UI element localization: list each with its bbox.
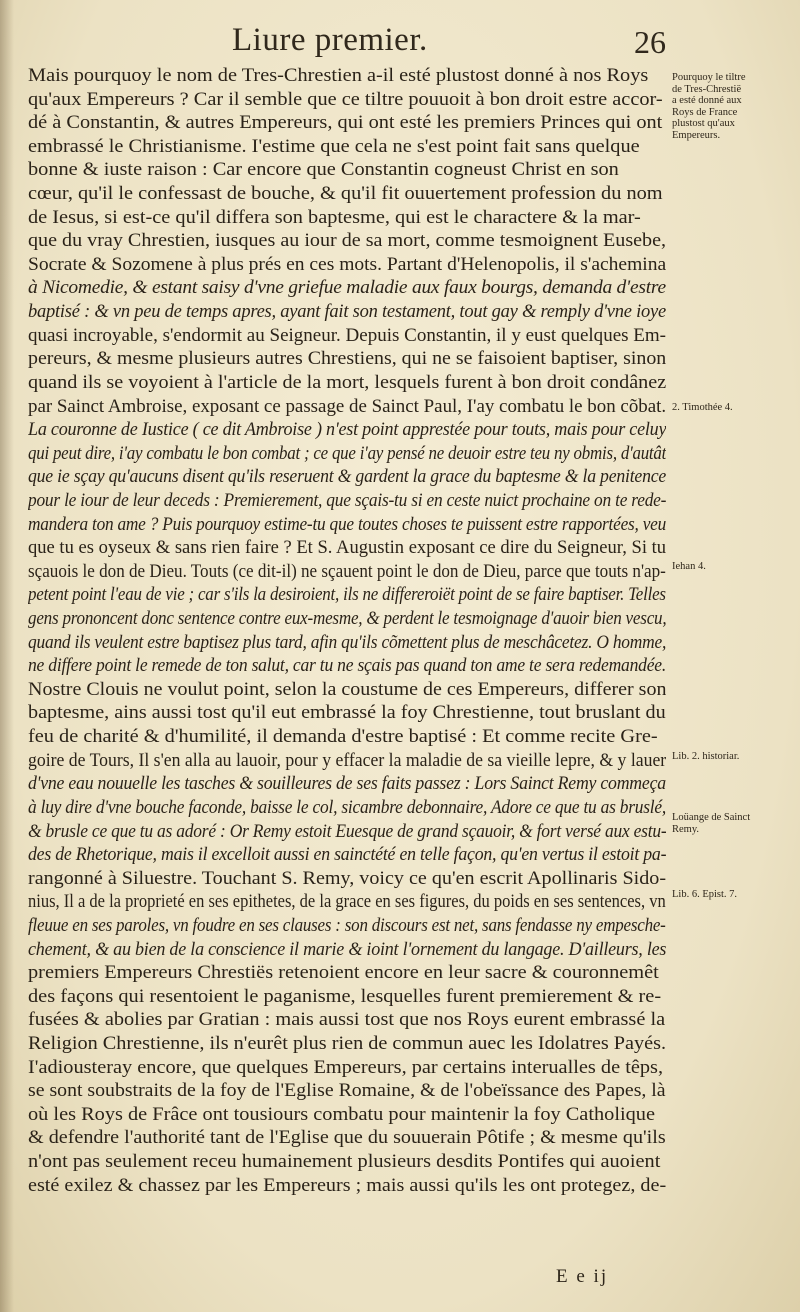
text-line: quasi incroyable, s'endormit au Seigneur. Depuis Constantin, il y eust quelques Em-	[28, 324, 667, 346]
text-line: mandera ton ame ? Puis pourquoy estime-tu que toutes choses te puissent estre rapportées, veu	[28, 513, 666, 535]
text-line: que tu es oyseux & sans rien faire ? Et S. Augustin exposant ce dire du Seigneur, Si tu	[28, 537, 667, 559]
text-line: Mais pourquoy le nom de Tres-Chrestien a-il esté plustost donné à nos Roys	[28, 65, 649, 86]
margin-note-line: Pourquoy le tiltre	[672, 72, 746, 83]
text-line: à Nicomedie, & estant saisy d'vne griefue maladie aux faux bourgs, demanda d'estre	[28, 277, 666, 299]
text-line: premiers Empereurs Chrestiës retenoient encore en leur sacre & couronnemêt	[28, 962, 659, 984]
margin-note-line: plustost qu'aux	[672, 118, 735, 129]
text-line: à luy dire d'vne bouche faconde, baisse le col, sicambre debonnaire, Adore ce que tu as bruslé,	[28, 796, 667, 818]
margin-note-line: 2. Timothée 4.	[672, 402, 733, 413]
margin-note	[672, 561, 706, 573]
text-line: baptisé : & vn peu de temps apres, ayant fait son testament, tout gay & remply d'vne ioye	[28, 301, 666, 323]
text-line: La couronne de Iustice ( ce dit Ambroise ) n'est point apprestée pour touts, mais pour celuy	[28, 419, 667, 441]
page-header	[0, 22, 800, 66]
text-line: fleuue en ses paroles, vn foudre en ses clauses : son discours est net, sans fendasse ny empesche-	[28, 914, 666, 936]
text-line: feu de charité & d'humilité, il demanda d'estre baptisé : Et comme recite Gre-	[28, 726, 658, 748]
text-line: fusées & abolies par Gratian : mais aussi tost que nos Roys eurent embrassé la	[28, 1009, 666, 1031]
text-line: bonne & iuste raison : Car encore que Constantin cogneust Christ en son	[28, 159, 619, 181]
text-line: goire de Tours, Il s'en alla au lauoir, pour y effacer la maladie de sa vieille lepre, & y lauer	[28, 749, 667, 771]
margin-note-line: Iehan 4.	[672, 561, 706, 572]
text-line: cœur, qu'il le confessast de bouche, & qu'il fit ouuertement profession du nom	[28, 183, 663, 205]
text-line: & defendre l'authorité tant de l'Eglise que du souuerain Pôtife ; & mesme qu'ils	[28, 1127, 666, 1149]
text-line: n'ont pas seulement receu humainement plusieurs desdits Pontifes qui auoient	[28, 1151, 661, 1173]
text-line: d'vne eau nouuelle les tasches & souilleures de ses faits passez : Lors Sainct Remy commeça	[28, 773, 666, 795]
margin-note	[672, 72, 746, 141]
text-line: pour le iour de leur deceds : Premierement, que sçais-tu si en ceste nuict prochaine on te rede-	[28, 489, 667, 511]
text-line: & brusle ce que tu as adoré : Or Remy estoit Euesque de grand sçauoir, & fort versé aux estu-	[28, 820, 666, 842]
margin-note	[672, 812, 750, 835]
margin-note-line: a esté donné aux	[672, 95, 742, 106]
text-line: Nostre Clouis ne voulut point, selon la coustume de ces Empereurs, differer son	[28, 678, 667, 700]
text-line: qu'aux Empereurs ? Car il semble que ce tiltre pouuoit à bon droit estre accor-	[28, 88, 663, 110]
text-line: petent point l'eau de vie ; car s'ils la desiroient, ils ne differeroiët point de se faire baptiser. Telles	[28, 584, 666, 606]
text-line: nius, Il a de la proprieté en ses epithetes, de la grace en ses figures, du poids en ses sentences, vn	[28, 891, 666, 913]
text-line: rangonné à Siluestre. Touchant S. Remy, voicy ce qu'en escrit Apollinaris Sido-	[28, 867, 666, 889]
text-line: pereurs, & mesme plusieurs autres Chrestiens, qui ne se faisoient baptiser, sinon	[28, 348, 667, 370]
text-line: qui peut dire, i'ay combatu le bon combat ; ce que i'ay pensé ne deuoir estre teu ny obmis, d'autât	[28, 442, 666, 464]
running-title: Liure premier.	[232, 22, 428, 58]
text-line: que ie sçay qu'aucuns disent qu'ils reseruent & gardent la grace du baptesme & la penitence	[28, 466, 667, 488]
text-line: baptesme, ains aussi tost qu'il eut embrassé la foy Chrestienne, tout bruslant du	[28, 702, 666, 724]
text-line: sçauois le don de Dieu. Touts (ce dit-il) ne sçauent point le don de Dieu, parce que touts n'ap-	[28, 560, 666, 582]
margin-note-line: de Tres-Chrestië	[672, 83, 742, 95]
text-line: Socrate & Sozomene à plus prés en ces mots. Partant d'Helenopolis, il s'achemina	[28, 253, 666, 275]
page-number: 26	[634, 24, 666, 60]
margin-note-line: Loüange de Sainct	[672, 812, 751, 823]
signature-mark: E e ij	[556, 1266, 609, 1287]
text-line: gens prononcent donc sentence contre eux-mesme, & perdent le tesmoignage d'auoir bien vescu,	[28, 608, 666, 630]
page-gutter-shadow	[0, 0, 14, 1312]
text-line: embrassé le Christianisme. I'estime que cela ne s'est point fait sans quelque	[28, 135, 640, 157]
main-text-block	[28, 64, 666, 1197]
text-line: que du vray Chrestien, iusques au iour de sa mort, comme tesmoignent Eusebe,	[28, 230, 666, 252]
margin-note	[672, 751, 739, 763]
text-line: où les Roys de Frâce ont tousiours combatu pour maintenir la foy Catholique	[28, 1103, 656, 1125]
margin-note-line: Lib. 2. historiar.	[672, 751, 740, 762]
text-line: des façons qui resentoient le paganisme, lesquelles furent premierement & re-	[28, 985, 662, 1007]
margin-note	[672, 402, 733, 414]
text-line: chement, & au bien de la conscience il marie & ioint l'ornement du langage. D'ailleurs, les	[28, 938, 666, 960]
text-line: se sont soubstraits de la foy de l'Eglise Romaine, & de l'obeïssance des Papes, là	[28, 1080, 666, 1102]
text-line: Religion Chrestienne, ils n'eurêt plus rien de commun auec les Idolatres Payés.	[28, 1032, 666, 1054]
text-line: dé à Constantin, & autres Empereurs, qui ont esté les premiers Princes qui ont	[28, 112, 663, 134]
text-line: I'adiousteray encore, que quelques Empereurs, par certains interualles de têps,	[28, 1056, 664, 1078]
text-line: par Sainct Ambroise, exposant ce passage de Sainct Paul, I'ay combatu le bon cõbat.	[28, 395, 667, 417]
text-line: quand ils veulent estre baptisez plus tard, afin qu'ils cõmettent plus de meschâcetez. O homme,	[28, 631, 666, 653]
margin-note	[672, 889, 737, 901]
text-line: quand ils se voyoient à l'article de la mort, lesquels furent à bon droit condânez	[28, 371, 667, 393]
margin-note-line: Lib. 6. Epist. 7.	[672, 889, 738, 900]
margin-note-line: Empereurs.	[672, 129, 721, 141]
text-line: des de Rhetorique, mais il excelloit aussi en sainctété en telle façon, qu'en vertus il estoit pa-	[28, 844, 666, 866]
margin-note-line: Remy.	[672, 823, 700, 835]
text-line: de Iesus, si est-ce qu'il differa son baptesme, qui est le charactere & la mar-	[28, 206, 641, 228]
margin-note-line: Roys de France	[672, 106, 738, 118]
text-line: esté exilez & chassez par les Empereurs ; mais aussi qu'ils les ont protegez, de-	[28, 1174, 667, 1196]
text-line: ne differe point le remede de ton salut, car tu ne sçais pas quand ton ame te sera redemandée.	[28, 655, 666, 677]
